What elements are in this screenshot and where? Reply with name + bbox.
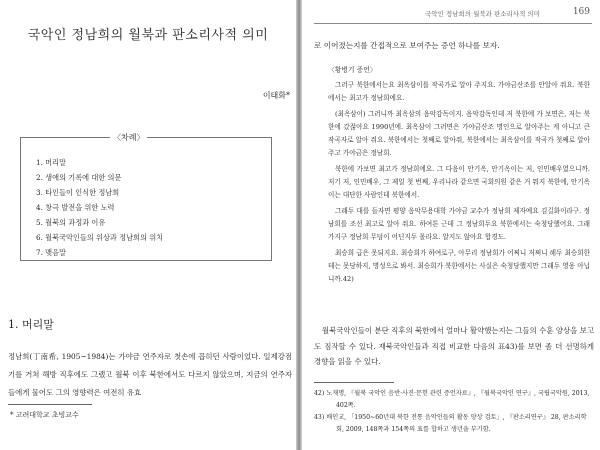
- page-number: 169: [572, 7, 590, 17]
- footnote-rule: [8, 404, 92, 405]
- left-page: [0, 0, 296, 450]
- right-page: [302, 0, 600, 450]
- block-quote: [328, 64, 590, 289]
- footnote: 42) 노재명, 『월북 국악인 음반·사진·문헌 관련 증언자료』, 『월북국악인 연구』, 국립국악원, 2013, 402쪽.: [314, 390, 590, 409]
- quote-paragraph: 최승희 급은 못되지요. 최승희가 하여로구, 아무리 정남희가 어쩌니 저쩌니 해두 최승희한테는 못당하지, 명성으로 봐서. 최승희가 북한에서는 사실은 숙청당했지만 그래두 영웅 아닙니까.42): [328, 249, 590, 283]
- section-heading: 1. 머리말: [8, 318, 54, 331]
- opening-line: 로 이어졌는지를 간접적으로 보여주는 증언 하나를 보자.: [314, 41, 500, 50]
- body-paragraph: 월북국악인들이 분단 직후의 북한에서 얼마나 활약했는지는 그들의 수훈 양상을 보고도 짐작할 수 있다. 재북국악인들과 직접 비교한 다음의 표43)를 보면 좀 더 선명하게 경향을 읽을 수 있다.: [314, 326, 594, 366]
- running-head: 국악인 정남희의 월북과 판소리사적 의미: [424, 10, 540, 18]
- footnote: 43) 배인교, 「1950~60년대 북한 전통 음악인들의 활동 양상 검토」, 『판소리연구』 28, 판소리학회, 2009, 148쪽과 154쪽의 표를 합하고 생년을 부기함.: [314, 414, 587, 433]
- toc-item: 7. 맺음말: [36, 248, 66, 257]
- body-paragraph: 정남희(丁南希, 1905~1984)는 가야금 연주자로 첫손에 꼽히던 사람이었다. 일제강점기를 거쳐 해방 직후에도 그랬고 월북 이후 북한에서도 다르지 않았으며, 지금의 연주자들에게 물어도 그의 영향력은 여전히 유효: [8, 352, 292, 397]
- toc-item: 3. 타인들이 인식한 정남희: [36, 188, 120, 197]
- quote-paragraph: (최옥삼이) 그러니까 최옥삼의 음악감독이지. 음악감독인데 저 북한에 가 보면은, 저는 북한에 갔잖아요 1990년에. 최옥삼이 그러면은 가야금산조 명인으로 알아주는 게 아니고 큰 작곡자로 알아 줘요. 북한에서는 첫째로 알아줘, 북한에서는 최옥삼이를 작곡가 첫째로 알아주고 가야금은 정남희.: [328, 110, 590, 157]
- header-rule: [314, 23, 592, 24]
- quote-paragraph: 그러구 북한에서는요 최옥삼이를 작곡가로 알아 주지요. 가야금산조를 안알아 줘요. 북한에서는 최고가 정남희에요.: [328, 81, 590, 102]
- quote-label: 〈황병기 증언〉: [328, 66, 377, 74]
- toc-item: 2. 생애의 기록에 대한 의문: [36, 173, 122, 182]
- toc-item: 5. 월북의 과정과 이유: [36, 218, 106, 227]
- toc-item: 6. 월북국악인들의 위상과 정남희의 위치: [36, 233, 164, 242]
- footnote: * 고려대학교 초빙교수: [10, 411, 79, 419]
- toc-list: [36, 155, 163, 260]
- toc-item: 1. 머리말: [36, 158, 66, 167]
- toc-item: 4. 창극 발전을 위한 노력: [36, 203, 115, 212]
- paper-title: 국악인 정남희의 월북과 판소리사적 의미: [27, 28, 269, 43]
- footnote-list: [314, 388, 594, 436]
- quote-paragraph: 북한에 가보면 최고가 정남희에요. 그 다음이 안기옥, 안기옥이는 저, 인민배우였으니까. 저기 저, 인민배우, 그 제일 첫 번째, 우리나라 같으면 국회의원 같은 거 뭐지 북한에, 안기옥이는 대단한 사람인데 북한에서.: [328, 165, 590, 199]
- toc-heading: 〈차례〉: [110, 132, 147, 143]
- footnote-rule: [314, 382, 394, 383]
- quote-paragraph: 그래두 대를 들자면 평양 음악무용대학 가야금 교수가 정남희 제자예요 김길화이라구. 정남희를 조선 최고로 알아 줘요. 하여튼 근데 그 정남희두요 북한에서는 숙청당했어요. 그래 가지구 정남희 무덤이 어딘지두 몰라요. 알지도 않아요 합경도.: [328, 207, 590, 241]
- author-name: 이태화*: [262, 91, 290, 100]
